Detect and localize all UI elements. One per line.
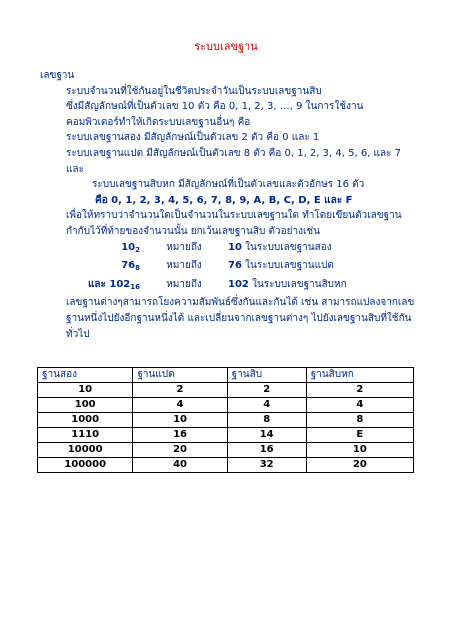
cell-binary: 100 — [38, 398, 133, 413]
cell-octal: 16 — [133, 428, 227, 443]
example-number: 102 — [109, 278, 131, 290]
column-header-decimal: ฐานสิบ — [227, 368, 306, 383]
cell-octal: 40 — [133, 458, 227, 473]
example-prefix: และ — [87, 278, 106, 290]
cell-hex: 20 — [306, 458, 413, 473]
example-means: หมายถึง — [166, 260, 202, 272]
cell-octal: 2 — [133, 383, 227, 398]
example-number: 76 — [121, 260, 136, 272]
cell-binary: 1110 — [38, 428, 133, 443]
cell-octal: 20 — [133, 443, 227, 458]
section-heading: เลขฐาน — [40, 70, 75, 81]
example-base: 16 — [130, 282, 140, 291]
example-desc: ในระบบเลขฐานแปด — [245, 260, 334, 272]
table-row — [38, 398, 414, 413]
cell-decimal: 8 — [227, 413, 306, 428]
hex-paragraph: ระบบเลขฐานสิบหก มีสัญลักษณ์ที่เป็นตัวเลขและตัวอักษร 16 ตัว — [92, 179, 365, 191]
cell-octal: 10 — [133, 413, 227, 428]
table-header-row — [38, 368, 414, 383]
base-conversion-table — [37, 367, 414, 473]
binary-paragraph: ระบบเลขฐานสอง มีสัญลักษณ์เป็นตัวเลข 2 ตัว คือ 0 และ 1 — [66, 132, 320, 144]
cell-decimal: 4 — [227, 398, 306, 413]
column-header-binary: ฐานสอง — [38, 368, 133, 383]
example-means: หมายถึง — [166, 241, 202, 253]
cell-octal: 4 — [133, 398, 227, 413]
octal-paragraph: ระบบเลขฐานแปด มีสัญลักษณ์เป็นตัวเลข 8 ตัว คือ 0, 1, 2, 3, 4, 5, 6, และ 7 และ — [66, 147, 402, 175]
cell-decimal: 14 — [227, 428, 306, 443]
table-row — [38, 383, 414, 398]
cell-hex: 4 — [306, 398, 413, 413]
example-desc: ในระบบเลขฐานสอง — [245, 241, 332, 253]
intro-paragraph: ระบบจำนวนที่ใช้กันอยู่ในชีวิตประจำวันเป็นระบบเลขฐานสิบ — [66, 85, 322, 97]
body-text — [40, 68, 416, 342]
example-value: 76 — [228, 260, 242, 272]
table-row — [38, 413, 414, 428]
notation-paragraph: เพื่อให้ทราบว่าจำนวนใดเป็นจำนวนในระบบเลขฐานใด ทำโดยเขียนตัวเลขฐานกำกับไว้ที่ท้ายของจำนวนนั้น ยกเว้นเลขฐานสิบ ตัวอย่างเช่น — [66, 210, 402, 237]
cell-decimal: 32 — [227, 458, 306, 473]
example-row — [40, 240, 416, 259]
cell-hex: 2 — [306, 383, 413, 398]
example-row — [40, 258, 416, 277]
example-row — [40, 277, 416, 296]
table-row — [38, 428, 414, 443]
page-title: ระบบเลขฐาน — [194, 40, 258, 53]
column-header-hex: ฐานสิบหก — [306, 368, 413, 383]
example-value: 102 — [228, 278, 249, 290]
relation-paragraph: เลขฐานต่างๆสามารถโยงความสัมพันธ์ซึ่งกันและกันได้ เช่น สามารถแปลงจากเลขฐานหนึ่งไปยังอีกฐานหนึ่งได้ และเปลี่ยนจากเลขฐานต่างๆ ไปยังเลขฐานสิบที่ใช้กันทั่วไป — [66, 297, 415, 340]
table-row — [38, 443, 414, 458]
hex-symbols: คือ 0, 1, 2, 3, 4, 5, 6, 7, 8, 9, A, B, C, D, E และ F — [95, 194, 353, 206]
cell-binary: 100000 — [38, 458, 133, 473]
cell-binary: 1000 — [38, 413, 133, 428]
cell-hex: E — [306, 428, 413, 443]
cell-hex: 8 — [306, 413, 413, 428]
example-desc: ในระบบเลขฐานสิบหก — [252, 278, 347, 290]
cell-decimal: 16 — [227, 443, 306, 458]
column-header-octal: ฐานแปด — [133, 368, 227, 383]
example-means: หมายถึง — [166, 278, 202, 290]
cell-binary: 10000 — [38, 443, 133, 458]
example-base: 2 — [135, 245, 140, 254]
cell-hex: 10 — [306, 443, 413, 458]
cell-decimal: 2 — [227, 383, 306, 398]
cell-binary: 10 — [38, 383, 133, 398]
decimal-paragraph: ซึ่งมีสัญลักษณ์ที่เป็นตัวเลข 10 ตัว คือ 0, 1, 2, 3, …, 9 ในการใช้งานคอมพิวเตอร์ทำให้เกิดระบบเลขฐานอื่นๆ คือ — [66, 101, 364, 128]
example-number: 10 — [121, 241, 136, 253]
example-value: 10 — [228, 241, 242, 253]
table-row — [38, 458, 414, 473]
example-base: 8 — [135, 264, 140, 273]
